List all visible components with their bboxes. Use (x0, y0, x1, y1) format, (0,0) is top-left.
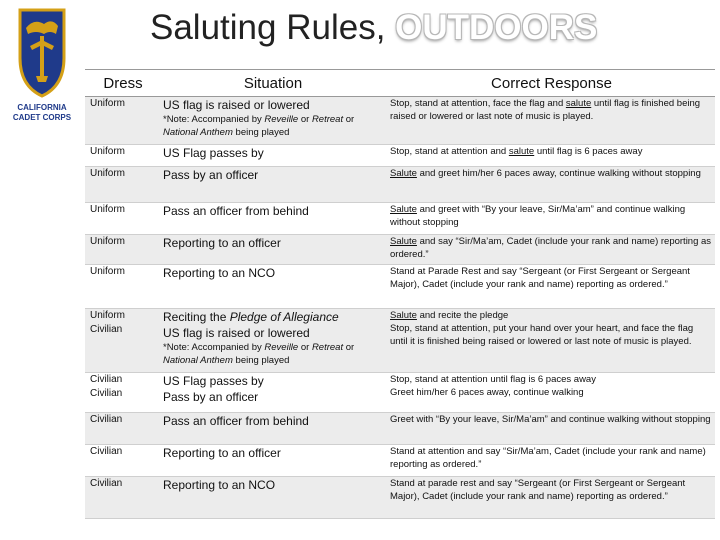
situation-cell: Reporting to an officer (163, 236, 281, 250)
table-row (85, 97, 715, 145)
dress-cell: Civilian (90, 388, 123, 399)
situation-cell: Reciting the Pledge of Allegiance (163, 310, 339, 324)
dress-cell: Civilian (90, 446, 123, 457)
saluting-rules-table (85, 69, 715, 519)
response-cell: Salute and recite the pledge Stop, stand at attention, put your hand over your heart, and face the flag until it is finished being raised or lowered or last note of music is played. (385, 309, 715, 373)
shield-icon (6, 6, 78, 122)
response-cell: Stand at attention and say “Sir/Ma’am, Cadet (include your rank and name) reporting as ordered.” (385, 445, 715, 477)
situation-cell: Reporting to an officer (163, 446, 281, 460)
title-highlight: OUTDOORS (395, 8, 598, 47)
dress-cell: Uniform (90, 310, 126, 321)
situation-note: *Note: Accompanied by Reveille or Retreat or National Anthem being played (163, 342, 355, 366)
header-situation: Situation (158, 70, 385, 97)
situation-cell: US flag is raised or lowered (163, 98, 310, 112)
situation-cell: Pass by an officer (163, 390, 259, 404)
header-dress: Dress (85, 70, 158, 97)
situation-cell: Pass an officer from behind (163, 204, 309, 218)
response-cell: Salute and say “Sir/Ma’am, Cadet (include your rank and name) reporting as ordered.” (385, 235, 715, 265)
dress-cell: Uniform (90, 204, 126, 215)
dress-cell: Civilian (90, 324, 123, 335)
response-cell: Stop, stand at attention and salute until flag is 6 paces away (385, 145, 715, 167)
dress-cell: Uniform (90, 98, 126, 109)
table-row (85, 413, 715, 445)
logo-text-line2: CADET CORPS (12, 113, 72, 122)
table-row (85, 203, 715, 235)
situation-cell: Reporting to an NCO (163, 478, 276, 492)
response-cell: Stop, stand at attention until flag is 6 paces away Greet him/her 6 paces away, continue walking (385, 373, 715, 413)
situation-cell: Pass by an officer (163, 168, 259, 182)
situation-cell: Pass an officer from behind (163, 414, 309, 428)
situation-cell: US Flag passes by (163, 374, 264, 388)
response-cell: Stand at parade rest and say “Sergeant (or First Sergeant or Sergeant Major), Cadet (include your rank and name) reporting as ordered.” (385, 477, 715, 519)
dress-cell: Civilian (90, 478, 123, 489)
dress-cell: Civilian (90, 374, 123, 385)
california-cadet-corps-logo (6, 6, 78, 122)
logo-text-line1: CALIFORNIA (17, 103, 67, 112)
response-cell: Greet with “By your leave, Sir/Ma’am” and continue walking without stopping (385, 413, 715, 445)
response-cell: Salute and greet with “By your leave, Sir/Ma’am” and continue walking without stopping (385, 203, 715, 235)
response-cell-2: Greet him/her 6 paces away, continue walking (390, 387, 584, 398)
response-cell: Stop, stand at attention, face the flag and salute until flag is finished being raised or lowered or last note of music is played. (385, 97, 715, 145)
situation-note: *Note: Accompanied by Reveille or Retreat or National Anthem being played (163, 114, 355, 138)
table-row (85, 445, 715, 477)
response-cell: Stand at Parade Rest and say “Sergeant (or First Sergeant or Sergeant Major), Cadet (include your rank and name) reporting as ordered.” (385, 265, 715, 309)
table-row (85, 167, 715, 203)
situation-cell: US flag is raised or lowered (163, 326, 310, 340)
header-response: Correct Response (385, 70, 715, 97)
dress-cell: Civilian (90, 414, 123, 425)
table-row (85, 373, 715, 413)
table-row (85, 477, 715, 519)
response-cell-2: Stop, stand at attention, put your hand over your heart, and face the flag until it is finished being raised or lowered or last note of music is played. (390, 323, 694, 347)
response-cell: Salute and greet him/her 6 paces away, continue walking without stopping (385, 167, 715, 203)
dress-cell: Uniform (90, 146, 126, 157)
dress-cell: Uniform (90, 236, 126, 247)
dress-cell: Uniform (90, 168, 126, 179)
situation-cell: Reporting to an NCO (163, 266, 276, 280)
page-title (150, 4, 597, 52)
table-row (85, 145, 715, 167)
title-main: Saluting Rules, (150, 8, 386, 47)
table-row (85, 309, 715, 373)
table-row (85, 265, 715, 309)
dress-cell: Uniform (90, 266, 126, 277)
table-row (85, 235, 715, 265)
situation-cell: US Flag passes by (163, 146, 264, 160)
table-header (85, 70, 715, 97)
